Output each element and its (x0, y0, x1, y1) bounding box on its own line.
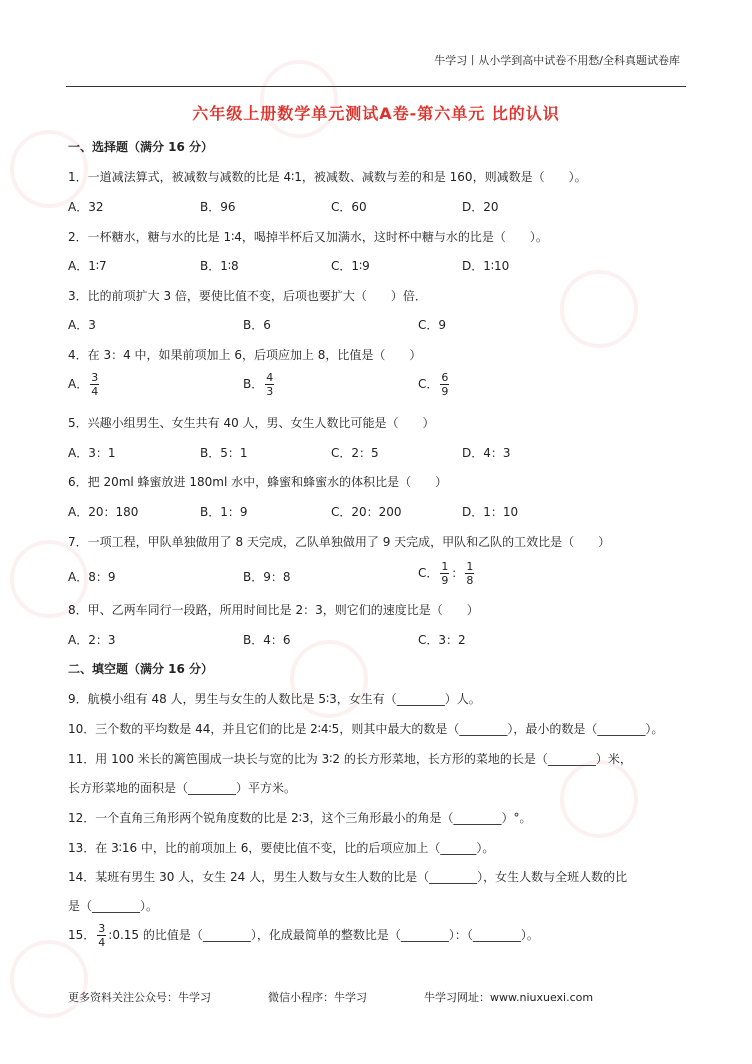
header-note: 牛学习丨从小学到高中试卷不用愁/全科真题试卷库 (434, 54, 680, 67)
q7-option-b: B．9：8 (243, 570, 291, 584)
q6-option-a: A．20：180 (68, 505, 139, 519)
question-6: 6．把 20ml 蜂蜜放进 180ml 水中，蜂蜜和蜂蜜水的体积比是（ ） (68, 475, 448, 489)
watermark-logo (560, 270, 638, 348)
q3-option-c: C．9 (418, 318, 447, 332)
question-3: 3．比的前项扩大 3 倍，要使比值不变，后项也要扩大（ ）倍． (68, 289, 427, 303)
question-14-cont: 是（________）。 (68, 899, 159, 913)
ratio-separator: ： (451, 566, 464, 580)
q1-option-d: D．20 (462, 200, 499, 214)
q7-option-c-label: C． (418, 566, 439, 580)
footer-wechat-account: 更多资料关注公众号：牛学习 (68, 991, 211, 1004)
q2-option-d: D．1∶10 (462, 259, 510, 273)
q5-option-c: C．2：5 (331, 446, 379, 460)
q7-option-a: A．8：9 (68, 570, 116, 584)
q8-option-c: C．3：2 (418, 633, 466, 647)
fraction: $\frac{3}{4}$ (98, 922, 106, 949)
q5-option-b: B．5：1 (200, 446, 248, 460)
section-title-choice: 一、选择题（满分 16 分） (68, 140, 214, 154)
q6-option-b: B．1：9 (200, 505, 248, 519)
question-11-cont: 长方形菜地的面积是（________）平方米。 (68, 781, 297, 795)
q5-option-a: A．3：1 (68, 446, 116, 460)
q15-text: :0.15 的比值是（________），化成最简单的整数比是（________）：（________）。 (108, 928, 539, 942)
q5-option-d: D．4：3 (462, 446, 511, 460)
question-10: 10．三个数的平均数是 44，并且它们的比是 2∶4∶5，则其中最大的数是（________），最小的数是（________）。 (68, 722, 664, 736)
question-7: 7．一项工程，甲队单独做用了 8 天完成，乙队单独做用了 9 天完成，甲队和乙队的工效比是（ ） (68, 535, 611, 549)
question-12: 12．一个直角三角形两个锐角度数的比是 2∶3，这个三角形最小的角是（________）°。 (68, 811, 532, 825)
question-14: 14．某班有男生 30 人，女生 24 人，男生人数与女生人数的比是（________），女生人数与全班人数的比 (68, 870, 628, 884)
q7-option-c (418, 560, 476, 587)
q4-option-c (418, 371, 451, 398)
question-2: 2．一杯糖水，糖与水的比是 1∶4，喝掉半杯后又加满水，这时杯中糖与水的比是（ ）。 (68, 230, 548, 244)
fraction: $\frac{3}{4}$ (91, 371, 99, 398)
question-4: 4．在 3：4 中，如果前项加上 6，后项应加上 8，比值是（ ） (68, 348, 422, 362)
q1-option-a: A．32 (68, 200, 104, 214)
q8-option-b: B．4：6 (243, 633, 291, 647)
fraction: $\frac{1}{9}$ (441, 560, 449, 587)
q4-option-b-label: B． (243, 377, 264, 391)
q2-option-c: C．1∶9 (331, 259, 370, 273)
q3-option-a: A．3 (68, 318, 96, 332)
q1-option-b: B．96 (200, 200, 236, 214)
section-title-fill: 二、填空题（满分 16 分） (68, 662, 214, 676)
fraction: $\frac{4}{3}$ (266, 371, 274, 398)
question-15 (68, 922, 539, 949)
footer-website: 牛学习网址：www.niuxuexi.com (424, 991, 594, 1004)
q4-option-b (243, 371, 276, 398)
q1-option-c: C．60 (331, 200, 367, 214)
q8-option-a: A．2：3 (68, 633, 116, 647)
q6-option-d: D．1：10 (462, 505, 519, 519)
fraction: $\frac{6}{9}$ (441, 371, 449, 398)
question-13: 13．在 3∶16 中，比的前项加上 6，要使比值不变，比的后项应加上（______）。 (68, 841, 495, 855)
watermark-logo (560, 760, 638, 838)
watermark-logo (260, 60, 338, 138)
q2-option-b: B．1∶8 (200, 259, 239, 273)
q3-option-b: B．6 (243, 318, 271, 332)
question-9: 9．航模小组有 48 人，男生与女生的人数比是 5∶3，女生有（________）人。 (68, 692, 481, 706)
q2-option-a: A．1∶7 (68, 259, 107, 273)
q4-option-a (68, 371, 101, 398)
question-11: 11．用 100 米长的篱笆围成一块长与宽的比为 3∶2 的长方形菜地，长方形的菜地的长是（________）米， (68, 752, 632, 766)
question-1: 1．一道减法算式，被减数与减数的比是 4∶1，被减数、减数与差的和是 160，则减数是（ ）。 (68, 170, 587, 184)
page-title: 六年级上册数学单元测试A卷-第六单元 比的认识 (192, 104, 560, 123)
q4-option-c-label: C． (418, 377, 439, 391)
footer-mini-program: 微信小程序：牛学习 (268, 991, 367, 1004)
header-divider (66, 86, 686, 87)
watermark-logo (10, 940, 88, 1018)
question-8: 8．甲、乙两车同行一段路，所用时间比是 2：3，则它们的速度比是（ ） (68, 603, 479, 617)
question-5: 5．兴趣小组男生、女生共有 40 人，男、女生人数比可能是（ ） (68, 416, 435, 430)
q4-option-a-label: A． (68, 377, 89, 391)
q6-option-c: C．20：200 (331, 505, 402, 519)
q15-prefix: 15． (68, 928, 96, 942)
fraction: $\frac{1}{8}$ (466, 560, 474, 587)
